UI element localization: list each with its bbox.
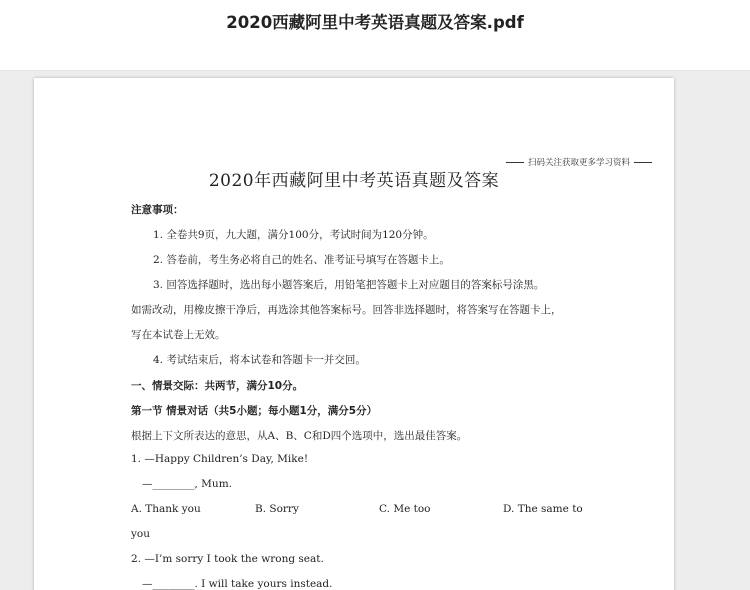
question-2-prompt: 2. —I’m sorry I took the wrong seat. [131,553,324,565]
notice-item-3: 3. 回答选择题时，选出每小题答案后，用铅笔把答题卡上对应题目的答案标号涂黑。 [153,279,545,291]
question-1-prompt: 1. —Happy Children’s Day, Mike! [131,453,309,465]
section-heading-1: 一、情景交际：共两节，满分10分。 [131,380,304,392]
pdf-viewer[interactable] [0,71,750,590]
pdf-page [34,78,674,590]
option-d-wrap: you [131,528,151,540]
notice-item-3-end: 写在本试卷上无效。 [131,329,226,341]
question-2-reply: —________. I will take yours instead. [142,578,333,590]
promo-text: 扫码关注获取更多学习资料 [527,158,630,168]
promo-rule-right [634,162,652,163]
option-c: C. Me too [379,503,431,515]
notice-item-4: 4. 考试结束后，将本试卷和答题卡一并交回。 [153,354,366,366]
promo-rule-left [506,162,524,163]
instruction-text: 根据上下文所表达的意思，从A、B、C和D四个选项中，选出最佳答案。 [131,430,468,442]
part-heading-1: 第一节 情景对话（共5小题；每小题1分，满分5分） [131,405,378,417]
document-title: 2020西藏阿里中考英语真题及答案.pdf [226,13,524,32]
notice-item-2: 2. 答卷前，考生务必将自己的姓名、准考证号填写在答题卡上。 [153,254,450,266]
notice-item-1: 1. 全卷共9页，九大题，满分100分，考试时间为120分钟。 [153,229,434,241]
question-1-options [131,503,611,517]
option-d: D. The same to [503,503,583,515]
title-bar [0,0,750,71]
notice-item-3-cont: 如需改动，用橡皮擦干净后，再选涂其他答案标号。回答非选择题时，将答案写在答题卡上， [131,304,562,316]
option-a: A. Thank you [131,503,201,515]
question-1-reply: —________, Mum. [142,478,232,490]
notice-heading: 注意事项： [131,204,184,216]
option-b: B. Sorry [255,503,299,515]
paper-title: 2020年西藏阿里中考英语真题及答案 [208,171,500,191]
